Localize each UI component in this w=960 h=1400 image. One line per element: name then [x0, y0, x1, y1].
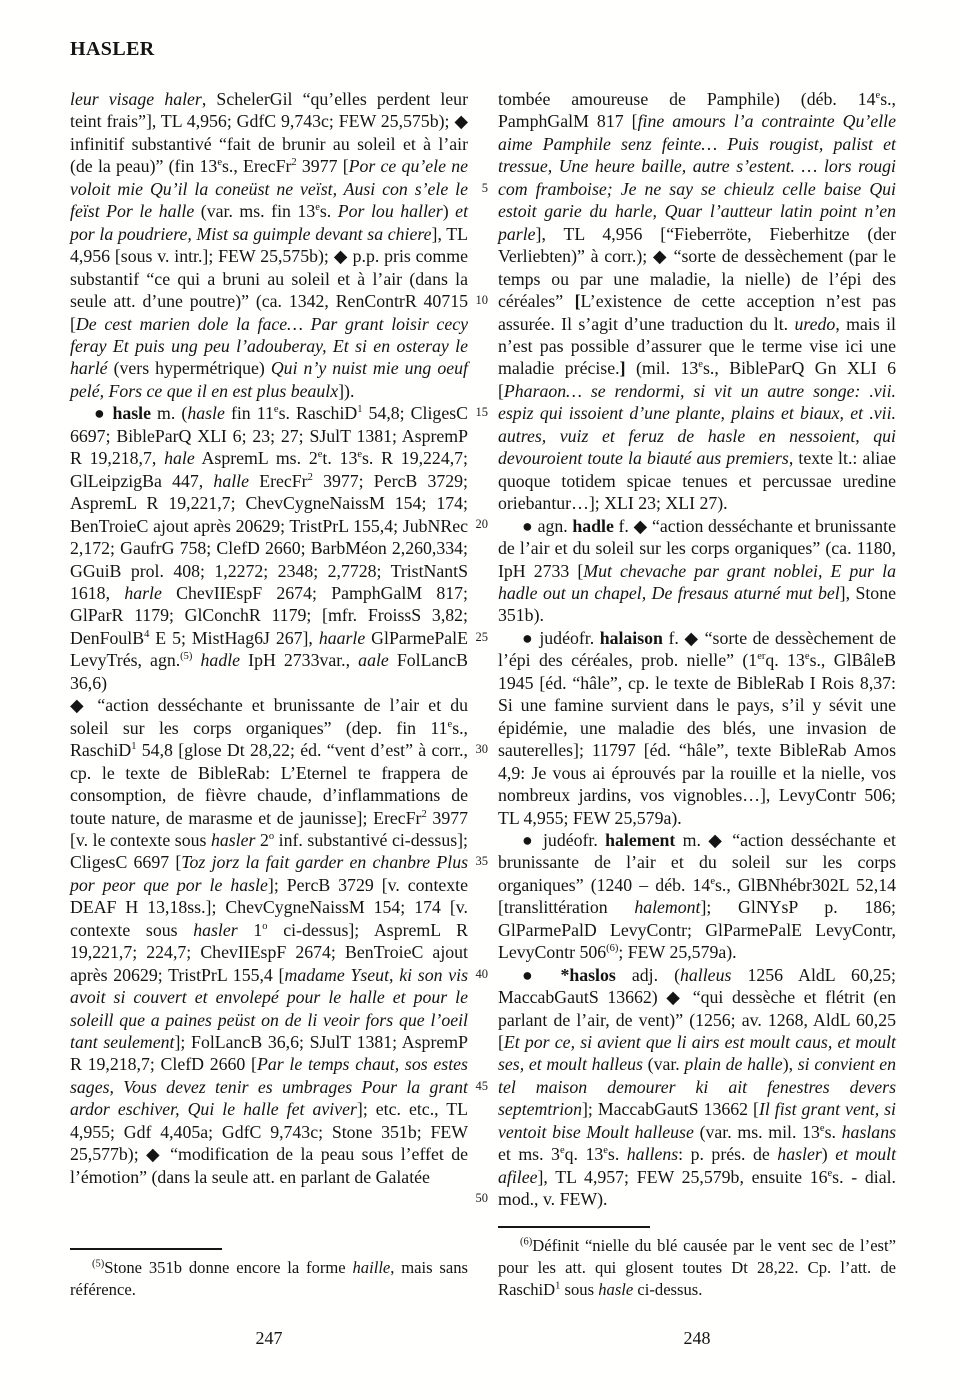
gutter-line-number: 35: [475, 854, 488, 868]
left-column: [70, 88, 468, 1188]
footnote-text: $^{(5)}$Stone 351b donne encore la forme haille, mais sans référence.: [70, 1258, 468, 1299]
gutter-line-number: 10: [475, 293, 488, 307]
gutter-line-number: 50: [475, 1191, 488, 1205]
gutter-line-number: 40: [475, 967, 488, 981]
entry-paragraph-hasle-forms: ● hasle m. (hasle fin 11es. RaschiD$^1$ 54,8; CligesC 6697; BibleParQ XLI 6; 23; 27; SJulT 1381; AspremP R 19,218,7, hale AspremL ms. 2et. 13es. R 19,224,7; GlLeipzigBa 447, halle ErecFr$^2$ 3977; PercB 3729; AspremL R 19,221,7; ChevCygneNaissM 154; 174; BenTroieC ajout après 20629; TristPrL 155,4; JubNRec 2,172; GaufrG 758; ClefD 2660; BarbMéon 2,260,334; GGuiB prol. 408; 1,2272; 2348; 2,7728; TristNantS 1618, harle ChevIIEspF 2674; PamphGalM 817; GlParR 1179; GlConchR 1179; [mfr. FroissS 3,82; DenFoulB$^4$ E 5; MistHag6J 267], haarle GlParmePalE LevyTrés, agn.$^{(5)}$ hadle IpH 2733var., aale FolLancB 36,6): [70, 403, 469, 693]
page-number-left: 247: [255, 1328, 283, 1348]
gutter-line-number: 45: [475, 1079, 488, 1093]
entry-continuation-paragraph: tombée amoureuse de Pamphile) (déb. 14es., PamphGalM 817 [fine amours l’a contrainte Qu’elle aime Pamphile senz feinte… Puis rougist, palist et tressue, Une heure baille, autre s’estent. … lors rougi com framboise; Je ne say se chieulz celle baise Qui estoit garie du harle, Quar l’autteur latin point n’en parle], TL 4,956 [“Fieberröte, Fieberhitze (der Verliebten)” à corr.); ◆ “sorte de dessèchement (par le temps ou par une maladie, la nielle) de l’épi des céréales” [L’existence de cette acception n’est pas assurée. Il s’agit d’une traduction du lt. uredo, mais il n’est pas possible d’assurer que le terme vise ici une maladie précise.] (mil. 13es., BibleParQ Gn XLI 6 [Pharaon… se rendormi, si vit un autre songe: .vii. espiz qui issoient d’une plante, plains et biaux, et .vii. autres, vuiz et feruz de hasle en nessoient, qui devouroient toute la biauté aus premiers, texte lt.: aliae quoque totidem spicae tenues et percussae uredine oriebantur…]; XLI 23; XLI 27).: [498, 89, 896, 514]
gutter-line-number: 25: [475, 630, 488, 644]
footnote-rule: [498, 1226, 650, 1228]
entry-paragraph-halaison: ● judéofr. halaison f. ◆ “sorte de dessèchement de l’épi des céréales, prob. nielle” (1erq. 13es., GlBâleB 1945 [éd. “hâle”, cp. le texte de BibleRab I Rois 8,37: Si une famine survient dans le pays, s’il y sévit une épidémie, une maladie des blés, une invasion de sauterelles]; 11797 [éd. “hâle”, texte BibleRab Amos 4,9: Je vous ai éprouvés par la rouille et la nielle, vos nombreux jardins, vos vignobles…], LevyContr 506; TL 4,955; FEW 25,579a).: [498, 627, 896, 828]
entry-continuation-paragraph: leur visage haler, SchelerGil “qu’elles perdent leur teint frais”], TL 4,956; GdfC 9,743c; FEW 25,575b); ◆ infinitif substantivé “fait de brunir au soleil et à l’air (de la peau)” (fin 13es., ErecFr$^2$ 3977 [Por ce qu’ele ne voloit mie Qu’il la coneüst ne veïst, Ausi con s’ele le feïst Por le halle (var. ms. fin 13es. Por lou haller) et por la poudriere, Mist sa guimple devant sa chiere], TL 4,956 [sous v. intr.]; FEW 25,575b); ◆ p.p. pris comme substantif “ce qui a bruni au soleil et à l’air (dans la seule att. d’une poutre)” (ca. 1342, RenContrR 40715 [De cest marien dole la face… Par grant loisir cecy feray Et puis ung peu l’adouberay, Et si en osteray le harlé (vers hypermétrique) Qui n’y nuist mie ung oeuf pelé, Fors ce que il en est plus beaulx]).: [70, 89, 469, 401]
footnote-block-left: [70, 1248, 468, 1301]
gutter-line-number: 15: [475, 405, 488, 419]
footnote-text: $^{(6)}$Définit “nielle du blé causée par le vent sec de l’est” pour les att. qui glosent toutes Dt 28,22. Cp. l’att. de RaschiD$^1$ sous hasle ci-dessus.: [498, 1236, 896, 1299]
entry-paragraph-hadle: ● agn. hadle f. ◆ “action desséchante et brunissante de l’air et du soleil sur les corps organiques” (ca. 1180, IpH 2733 [Mut chevache par grant noblei, E pur la hadle out un chapel, De fresaus aturné mut bel], Stone 351b).: [498, 515, 896, 626]
footnote-block-right: [498, 1226, 896, 1300]
page-number-right: 248: [683, 1328, 711, 1348]
footnote-rule: [70, 1248, 222, 1250]
entry-paragraph-halement: ● judéofr. halement m. ◆ “action desséchante et brunissante de l’air et du soleil sur les corps organiques” (1240 – déb. 14es., GlBNhébr302L 52,14 [translittération halemont]; GlNYsP p. 186; GlParmePalD LevyContr; GlParmePalE LevyContr, LevyContr 506$^{(6)}$; FEW 25,579a).: [498, 829, 896, 963]
right-column: [498, 88, 896, 1211]
running-head: HASLER: [70, 38, 155, 60]
gutter-line-number: 20: [475, 517, 488, 531]
entry-paragraph-hasle-definition: ◆ “action desséchante et brunissante de l’air et du soleil sur les corps organiques” (dep. fin 11es., RaschiD$^1$ 54,8 [glose Dt 28,22; éd. “vent d’est” à corr., cp. le texte de BibleRab: L’Eternel te frappera de consomption, de fièvre chaude, d’inflammations de toute nature, de marasme et de jaunisse]; ErecFr$^2$ 3977 [v. le contexte sous hasler 2$^o$ inf. substantivé ci-dessus]; CligesC 6697 [Toz jorz la fait garder en chanbre Plus por peor que por le hasle]; PercB 3729 [v. contexte DEAF H 13,18ss.]; ChevCygneNaissM 154; 174 [v. contexte sous hasler 1$^o$ ci-dessus]; AspremL R 19,221,7; 224,7; ChevIIEspF 2674; BenTroieC ajout après 20629; TristPrL 155,4 [madame Yseut, ki son vis avoit si couvert et envolepé pour le halle et pour le soleill que a paines peüst on de li veoir fors que l’oeil tant seulement]; FolLancB 36,6; SJulT 1381; AspremP R 19,218,7; ClefD 2660 [Par le temps chaut, sos estes sages, Vous devez tenir es umbrages Pour la grant ardor eschiver, Qui le halle fet aviver]; etc. etc., TL 4,955; Gdf 4,405a; GdfC 9,743c; Stone 351b; FEW 25,577b); ◆ “modification de la peau sous l’effet de l’émotion” (dans la seule att. en parlant de Galatée: [70, 695, 469, 1187]
gutter-line-number: 30: [475, 742, 488, 756]
entry-paragraph-haslos: ● *haslos adj. (halleus 1256 AldL 60,25; MaccabGautS 13662) ◆ “qui dessèche et flétrit (en parlant de l’air, de vent)” (1256; av. 1268, AldL 60,25 [Et por ce, si avient que li airs est moult caus, et moult ses, et moult halleus (var. plain de halle), si convient en tel maison demourer ki ait fenestres devers septemtrion]; MaccabGautS 13662 [Il fist grant vent, si ventoit bise Moult halleuse (var. ms. mil. 13es. haslans et ms. 3eq. 13es. hallens: p. prés. de hasler) et moult afilee], TL 4,957; FEW 25,579b, ensuite 16es. - dial. mod., v. FEW).: [498, 964, 897, 1210]
gutter-line-number: 5: [481, 181, 488, 195]
